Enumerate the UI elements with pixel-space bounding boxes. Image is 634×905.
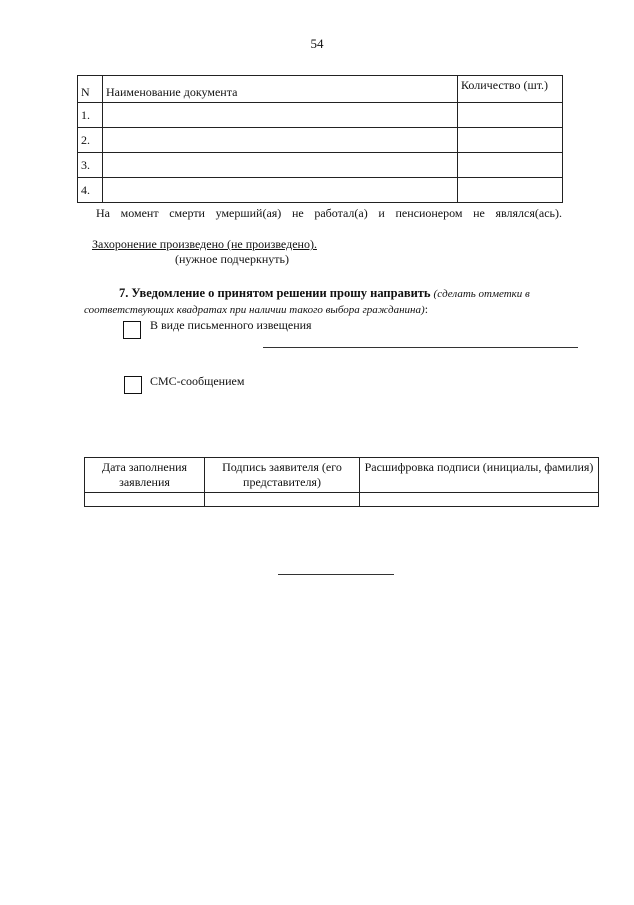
quantity-cell[interactable]: [458, 103, 563, 128]
written-notice-address-line[interactable]: [263, 347, 578, 348]
table-row: [78, 178, 563, 203]
row-number: 2.: [78, 128, 103, 153]
document-name-cell[interactable]: [103, 153, 458, 178]
signature-table-header: [85, 458, 599, 493]
signature-field[interactable]: [205, 493, 360, 507]
sms-checkbox[interactable]: [124, 376, 142, 394]
document-name-cell[interactable]: [103, 128, 458, 153]
section-7-number: 7.: [119, 286, 129, 300]
death-status-note: На момент смерти умерший(ая) не работал(а) и пенсионером не являлся(ась).: [96, 206, 562, 220]
quantity-cell[interactable]: [458, 178, 563, 203]
sms-label: СМС-сообщением: [150, 374, 245, 388]
column-header-document-name: Наименование документа: [103, 76, 458, 103]
written-notice-label: В виде письменного извещения: [150, 318, 312, 332]
signature-table: [84, 457, 599, 507]
date-header: Дата заполнения заявления: [85, 458, 205, 493]
section-7-paragraph: [84, 286, 576, 318]
row-number: 3.: [78, 153, 103, 178]
section-7-colon: :: [424, 302, 429, 316]
signature-decoding-field[interactable]: [360, 493, 599, 507]
burial-status[interactable]: Захоронение произведено (не произведено).: [92, 237, 317, 251]
document-name-cell[interactable]: [103, 103, 458, 128]
column-header-quantity: Количество (шт.): [458, 76, 563, 103]
table-row: [78, 128, 563, 153]
quantity-cell[interactable]: [458, 128, 563, 153]
date-field[interactable]: [85, 493, 205, 507]
signature-header: Подпись заявителя (его представителя): [205, 458, 360, 493]
section-7-title: Уведомление о принятом решении прошу направить: [131, 286, 431, 300]
table-row: [78, 153, 563, 178]
documents-table: [77, 75, 563, 203]
documents-table-header: [78, 76, 563, 103]
written-notice-checkbox[interactable]: [123, 321, 141, 339]
signature-decoding-header: Расшифровка подписи (инициалы, фамилия): [360, 458, 599, 493]
row-number: 4.: [78, 178, 103, 203]
column-header-number: N: [78, 76, 103, 103]
burial-hint: (нужное подчеркнуть): [175, 252, 289, 266]
signature-table-row: [85, 493, 599, 507]
section-7-hint: (сделать отметки в соответствующих квадратах при наличии такого выбора гражданина): [84, 288, 530, 316]
quantity-cell[interactable]: [458, 153, 563, 178]
row-number: 1.: [78, 103, 103, 128]
closing-divider: [278, 574, 394, 575]
document-name-cell[interactable]: [103, 178, 458, 203]
table-row: [78, 103, 563, 128]
page-number: 54: [310, 36, 324, 51]
